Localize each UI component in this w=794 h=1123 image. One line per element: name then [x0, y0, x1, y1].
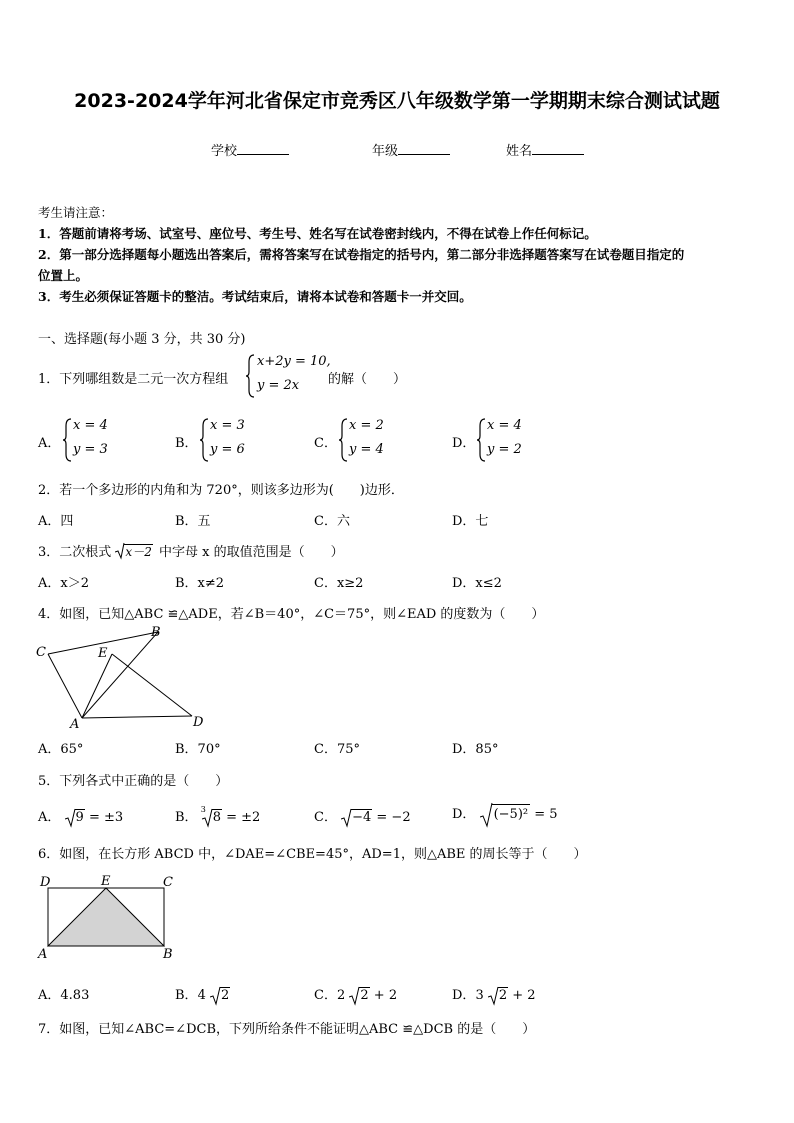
option-rest: = ±2 [221, 810, 261, 825]
sqrt-radicand: (−5)² [492, 804, 531, 822]
option-line-2: y = 4 [349, 442, 384, 457]
option-a[interactable]: A．x＞2 [38, 576, 89, 591]
question-3 [38, 541, 344, 560]
option-b[interactable]: B．五 [175, 514, 211, 529]
label-c: C [163, 875, 173, 890]
option-c[interactable]: C．x≥2 [314, 576, 364, 591]
triangle-figure [30, 622, 210, 732]
option-line-2: y = 2 [487, 442, 522, 457]
segment-ca [48, 654, 82, 718]
segment-ed [112, 654, 192, 716]
grade-blank [398, 142, 450, 155]
brace-icon [62, 418, 72, 462]
option-a[interactable] [38, 806, 123, 825]
option-coef: 2 [336, 988, 346, 1003]
option-coef: 4 [197, 988, 206, 1003]
option-rest: = ±3 [84, 810, 124, 825]
sqrt-radicand: 8 [212, 810, 221, 825]
segment-ae [82, 654, 112, 718]
option-label: B． [175, 988, 198, 1003]
option-value: 4.83 [60, 988, 90, 1003]
sqrt-expression [349, 988, 369, 1003]
school-label: 学校 [211, 144, 238, 159]
option-d[interactable] [452, 803, 558, 822]
option-d[interactable]: D．x≤2 [452, 576, 502, 591]
notice-item: 位置上。 [38, 268, 89, 283]
option-a[interactable] [38, 984, 89, 1003]
option-label: A． [38, 988, 61, 1003]
name-blank [532, 142, 584, 155]
sqrt-icon [202, 808, 213, 828]
name-label: 姓名 [506, 144, 533, 159]
notice-heading: 考生请注意： [38, 205, 114, 220]
brace-icon [476, 418, 486, 462]
option-c[interactable]: C．75° [314, 742, 360, 757]
option-label: A． [38, 810, 61, 825]
label-d: D [40, 875, 51, 890]
option-b[interactable] [175, 416, 295, 464]
notice-item: 3．考生必须保证答题卡的整洁。考试结束后，请将本试卷和答题卡一并交回。 [38, 289, 472, 304]
option-c[interactable] [314, 984, 397, 1003]
option-c[interactable]: C．六 [314, 514, 350, 529]
sqrt-icon [210, 986, 221, 1006]
rectangle-figure [34, 872, 184, 964]
school-field [211, 140, 289, 159]
option-rest: = 5 [530, 807, 558, 822]
grade-field [372, 140, 450, 159]
q3-suffix: 中字母 x 的取值范围是（ ） [158, 545, 344, 560]
sqrt-radicand: 2 [498, 988, 508, 1003]
option-b[interactable]: B．x≠2 [175, 576, 225, 591]
segment-ad [82, 716, 192, 718]
root-index: 3 [200, 805, 206, 814]
option-label: C． [314, 988, 337, 1003]
sqrt-icon [341, 808, 352, 828]
question-6: 6．如图，在长方形 ABCD 中，∠DAE=∠CBE=45°，AD=1，则△ABE 的周长等于（ ） [38, 847, 587, 862]
option-line-1: x = 4 [73, 418, 108, 433]
option-a[interactable]: A．四 [38, 514, 74, 529]
name-field [506, 140, 584, 159]
sqrt-icon [349, 986, 360, 1006]
q3-prefix: 3．二次根式 [38, 545, 112, 560]
q1-equation-1: x+2y = 10, [257, 354, 331, 369]
option-line-1: x = 3 [210, 418, 245, 433]
option-coef: 3 [475, 988, 484, 1003]
label-c: C [36, 645, 46, 660]
sqrt-icon [480, 802, 493, 828]
label-e: E [101, 874, 111, 889]
sqrt-icon [65, 808, 76, 828]
sqrt-expression [115, 543, 152, 560]
sqrt-expression [65, 810, 85, 825]
option-line-2: y = 3 [73, 442, 108, 457]
option-b[interactable] [175, 984, 230, 1003]
notice-item: 2．第一部分选择题每小题选出答案后，需将答案写在试卷指定的括号内，第二部分非选择题答案写在试卷题目指定的 [38, 247, 685, 262]
option-d[interactable]: D．七 [452, 514, 489, 529]
option-label: C． [314, 436, 337, 451]
q1-equation-2: y = 2x [257, 378, 300, 393]
option-a[interactable]: A．65° [38, 742, 84, 757]
option-rest: + 2 [508, 988, 536, 1003]
label-b: B [151, 625, 161, 640]
grade-label: 年级 [372, 144, 399, 159]
sqrt-radicand: −4 [352, 810, 372, 825]
option-b[interactable]: B．70° [175, 742, 221, 757]
brace-icon [245, 354, 255, 398]
option-rest: + 2 [369, 988, 398, 1003]
brace-icon [338, 418, 348, 462]
option-label: A． [38, 436, 61, 451]
option-label: B． [175, 436, 198, 451]
sqrt-radicand: 2 [220, 988, 230, 1003]
label-d: D [193, 715, 204, 730]
triangle-abe [48, 888, 164, 946]
sqrt-radicand: x－2 [125, 545, 152, 559]
option-label: D． [452, 807, 476, 822]
option-b[interactable] [175, 806, 260, 825]
section-heading: 一、选择题(每小题 3 分，共 30 分) [38, 332, 246, 347]
sqrt-expression [210, 988, 230, 1003]
notice-item: 1．答题前请将考场、试室号、座位号、考生号、姓名写在试卷密封线内，不得在试卷上作任何标记。 [38, 226, 597, 241]
option-line-1: x = 4 [487, 418, 522, 433]
option-d[interactable]: D．85° [452, 742, 499, 757]
question-4: 4．如图，已知△ABC ≌△ADE，若∠B＝40°，∠C＝75°，则∠EAD 的度数为（ ） [38, 607, 545, 622]
option-c[interactable] [314, 806, 411, 825]
page-title: 2023-2024学年河北省保定市竞秀区八年级数学第一学期期末综合测试试题 [74, 90, 720, 112]
sqrt-icon [488, 986, 499, 1006]
q1-prefix: 1．下列哪组数是二元一次方程组 [38, 372, 229, 387]
option-label: C． [314, 810, 337, 825]
sqrt-expression [488, 988, 508, 1003]
option-rest: = −2 [372, 810, 411, 825]
question-2: 2．若一个多边形的内角和为 720°，则该多边形为( )边形． [38, 483, 404, 498]
school-blank [237, 142, 289, 155]
label-a: A [38, 947, 48, 962]
sqrt-radicand: 9 [75, 810, 84, 825]
option-label: D． [452, 988, 476, 1003]
option-label: D． [452, 436, 476, 451]
sqrt-icon [115, 542, 125, 560]
sqrt-expression [341, 810, 372, 825]
option-line-2: y = 6 [210, 442, 245, 457]
label-a: A [70, 717, 80, 732]
brace-icon [199, 418, 209, 462]
sqrt-radicand: 2 [360, 988, 369, 1003]
question-7: 7．如图，已知∠ABC=∠DCB，下列所给条件不能证明△ABC ≌△DCB 的是（ ） [38, 1022, 536, 1037]
label-e: E [98, 646, 108, 661]
cube-root-expression [200, 805, 222, 825]
option-line-1: x = 2 [349, 418, 384, 433]
option-d[interactable] [452, 416, 572, 464]
question-5: 5．下列各式中正确的是（ ） [38, 774, 229, 789]
option-a[interactable] [38, 416, 158, 464]
sqrt-expression [480, 807, 531, 822]
label-b: B [163, 947, 173, 962]
option-label: B． [175, 810, 198, 825]
q1-suffix: 的解（ ） [328, 372, 407, 387]
option-c[interactable] [314, 416, 434, 464]
option-d[interactable] [452, 984, 536, 1003]
